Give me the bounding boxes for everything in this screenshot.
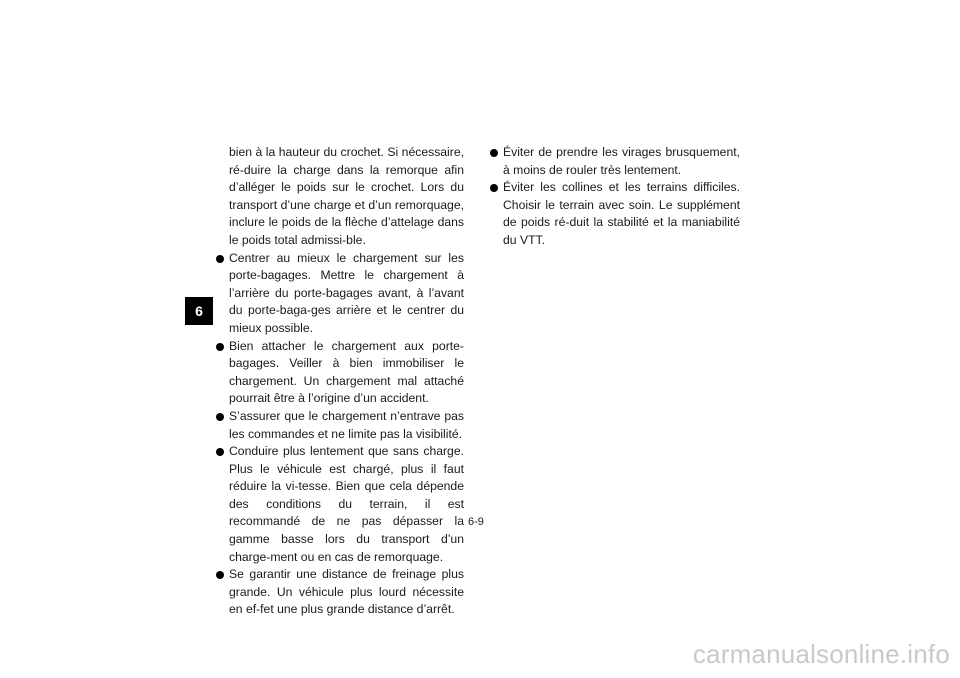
list-item-text: Centrer au mieux le chargement sur les porte-bagages. Mettre le chargement à l’arrière du porte-bagages avant, à l’avant du porte-baga-ges arrière et le centrer du mieux possible.: [229, 250, 464, 335]
bullet-icon: [216, 343, 224, 351]
bullet-icon: [216, 413, 224, 421]
watermark: carmanualsonline.info: [692, 639, 950, 669]
bullet-icon: [216, 255, 224, 263]
chapter-tab: 6: [185, 297, 213, 325]
right-column: [490, 144, 740, 250]
list-item: [216, 408, 464, 443]
list-item: [490, 144, 740, 179]
list-item: [490, 179, 740, 249]
list-item: [216, 443, 464, 566]
left-column: [216, 144, 464, 619]
list-item-text: Bien attacher le chargement aux porte-bagages. Veiller à bien immobiliser le chargement. Un chargement mal attaché pourrait être à l’origine d’un accident.: [229, 338, 464, 406]
continuation-paragraph: bien à la hauteur du crochet. Si nécessaire, ré-duire la charge dans la remorque afin d’alléger le poids sur le crochet. Lors du transport d’une charge et d’un remorquage, inclure le poids de la flèche d’attelage dans le poids total admissi-ble.: [229, 145, 464, 247]
bullet-icon: [216, 571, 224, 579]
bullet-icon: [216, 448, 224, 456]
bullet-icon: [490, 149, 498, 157]
bullet-icon: [490, 184, 498, 192]
list-item: [216, 338, 464, 408]
list-item-text: Éviter les collines et les terrains difficiles. Choisir le terrain avec soin. Le supplément de poids ré-duit la stabilité et la maniabilité du VTT.: [503, 180, 740, 247]
list-item: [216, 250, 464, 338]
list-item-text: Conduire plus lentement que sans charge. Plus le véhicule est chargé, plus il faut réduire la vi-tesse. Bien que cela dépende des conditions du terrain, il est recommandé de ne pas dépasser la gamme basse lors du transport d’un charge-ment ou en cas de remorquage.: [229, 444, 464, 564]
list-item: [216, 566, 464, 619]
list-item-text: Éviter de prendre les virages brusquement, à moins de rouler très lentement.: [503, 145, 740, 177]
list-item-text: Se garantir une distance de freinage plus grande. Un véhicule plus lourd nécessite en ef-fet une plus grande distance d’arrêt.: [229, 567, 464, 617]
page-number: 6-9: [468, 516, 484, 528]
list-item-text: S’assurer que le chargement n’entrave pas les commandes et ne limite pas la visibilité.: [229, 408, 464, 441]
